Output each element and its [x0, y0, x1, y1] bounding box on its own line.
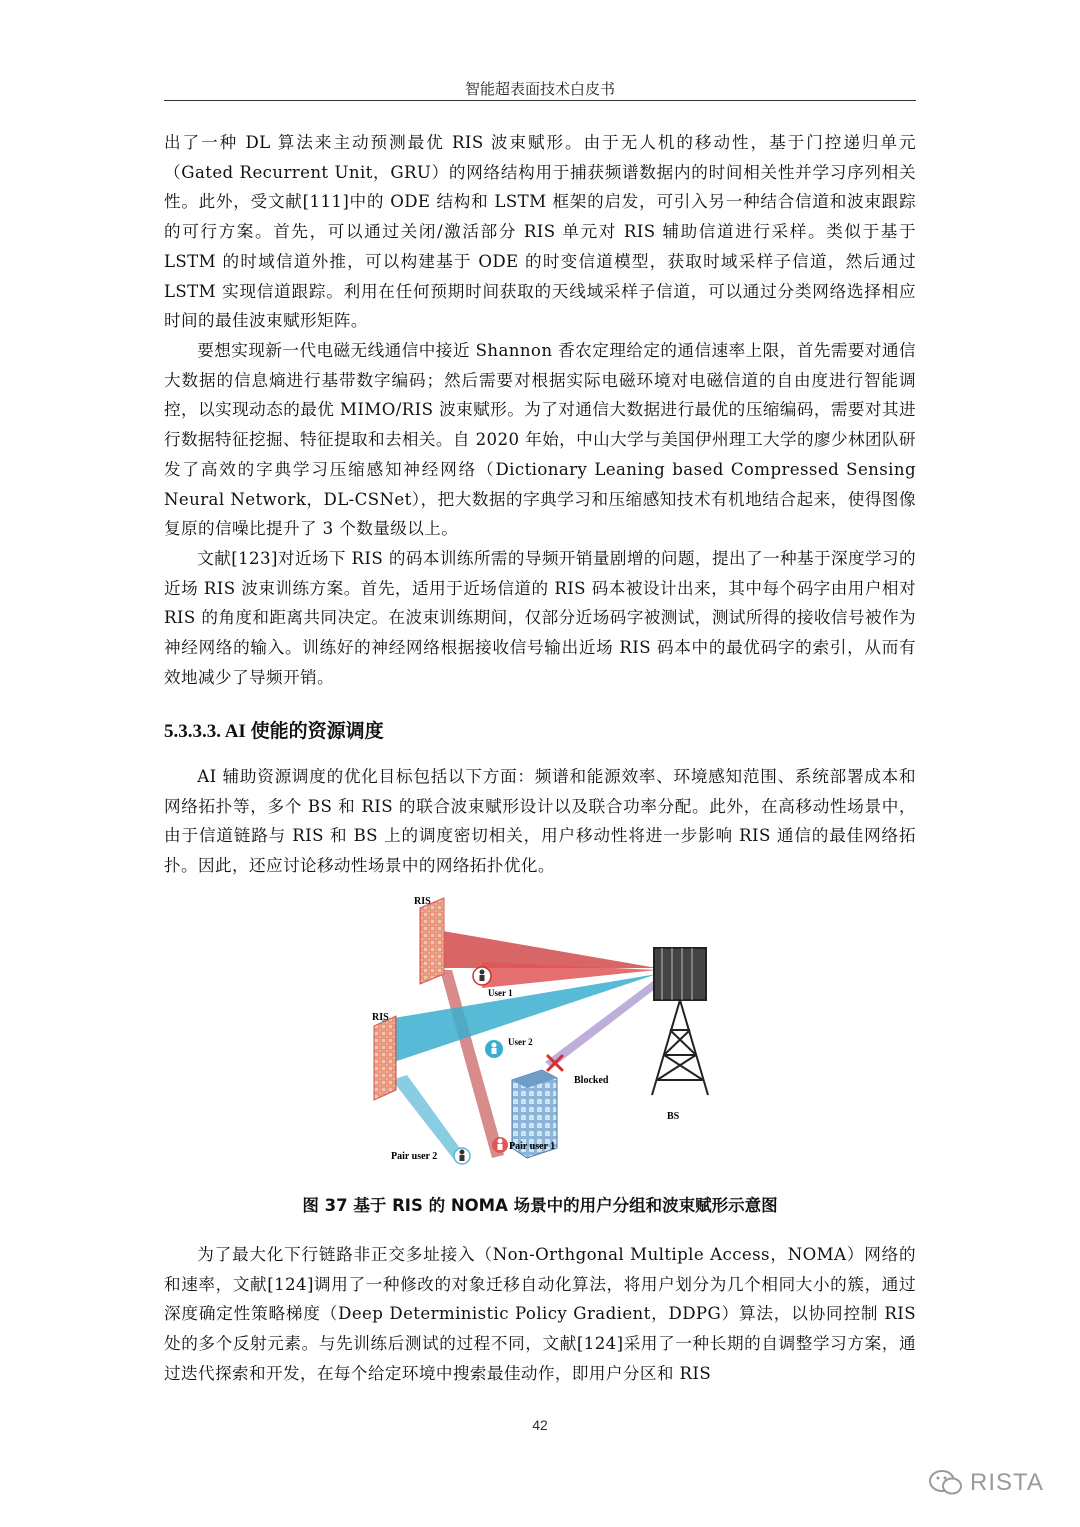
label-blocked: Blocked: [574, 1075, 609, 1086]
user2-icon: [485, 1040, 503, 1058]
watermark-text: RISTA: [970, 1469, 1044, 1496]
ris-left-panel: [374, 1016, 396, 1100]
beam-ris-left-to-pair-user2: [392, 1075, 467, 1162]
noma-figure: [352, 890, 732, 1170]
body-paragraph-1: 出了一种 DL 算法来主动预测最优 RIS 波束赋形。由于无人机的移动性，基于门控递归单元（Gated Recurrent Unit，GRU）的网络结构用于捕获频谱数据内的时间相关性并学习序列相关性。此外，受文献[111]中的 ODE 结构和 LSTM 框架的启发，可引入另一种结合信道和波束跟踪的可行方案。首先，可以通过关闭/激活部分 RIS 单元对 RIS 辅助信道进行采样。类似于基于 LSTM 的时域信道外推，可以构建基于 ODE 的时变信道模型，获取时域采样子信道，然后通过 LSTM 实现信道跟踪。利用在任何预期时间获取的天线域采样子信道，可以通过分类网络选择相应时间的最佳波束赋形矩阵。: [164, 133, 916, 331]
label-ris-top: RIS: [414, 896, 431, 907]
label-user1: User 1: [488, 988, 513, 998]
page-number: 42: [532, 1417, 548, 1433]
noma-diagram: [352, 890, 732, 1170]
final-paragraph: 为了最大化下行链路非正交多址接入（Non-Orthgonal Multiple Access，NOMA）网络的和速率，文献[124]调用了一种修改的对象迁移自动化算法，将用户划分为几个相同大小的簇，通过深度确定性策略梯度（Deep Deterministic Policy Gradient，DDPG）算法，以协同控制 RIS 处的多个反射元素。与先训练后测试的过程不同，文献[124]采用了一种长期的自调整学习方案，通过迭代探索和开发，在每个给定环境中搜索最佳动作，即用户分区和 RIS: [164, 1245, 916, 1383]
page-header-title: 智能超表面技术白皮书: [464, 80, 615, 98]
section-paragraph: AI 辅助资源调度的优化目标包括以下方面：频谱和能源效率、环境感知范围、系统部署成本和网络拓扑等，多个 BS 和 RIS 的联合波束赋形设计以及联合功率分配。此外，在高移动性场景中，由于信道链路与 RIS 和 BS 上的调度密切相关，用户移动性将进一步影响 RIS 通信的最佳网络拓扑。因此，还应讨论移动性场景中的网络拓扑优化。: [164, 767, 916, 876]
wechat-icon: [928, 1468, 964, 1498]
pair-user2-icon: [454, 1148, 470, 1164]
beam-ris-top-to-pair-user1: [440, 970, 504, 1158]
figure-caption: 图 37 基于 RIS 的 NOMA 场景中的用户分组和波束赋形示意图: [302, 1196, 778, 1215]
label-ris-left: RIS: [372, 1012, 389, 1023]
user1-icon: [473, 967, 491, 985]
ris-top-panel: [420, 898, 444, 984]
header-divider: [164, 100, 916, 101]
beam-bs-to-ris-left: [382, 974, 657, 1066]
bs-tower-icon: [652, 948, 708, 1095]
label-bs: BS: [667, 1111, 680, 1122]
label-user2: User 2: [508, 1037, 533, 1047]
pair-user1-icon: [492, 1137, 508, 1153]
body-paragraph-2: 要想实现新一代电磁无线通信中接近 Shannon 香农定理给定的通信速率上限，首先需要对通信大数据的信息熵进行基带数字编码；然后需要对根据实际电磁环境对电磁信道的自由度进行智能调控，以实现动态的最优 MIMO/RIS 波束赋形。为了对通信大数据进行最优的压缩编码，需要对其进行数据特征挖掘、特征提取和去相关。自 2020 年始，中山大学与美国伊州理工大学的廖少林团队研发了高效的字典学习压缩感知神经网络（Dictionary Leaning based Compressed Sensing Neural Network，DL-CSNet），把大数据的字典学习和压缩感知技术有机地结合起来，使得图像复原的信噪比提升了 3 个数量级以上。: [164, 341, 916, 539]
beam-ris-top-to-bs: [437, 930, 657, 968]
section-heading: 5.3.3.3. AI 使能的资源调度: [164, 721, 384, 742]
watermark: [928, 1465, 1058, 1501]
body-paragraph-3: 文献[123]对近场下 RIS 的码本训练所需的导频开销量剧增的问题，提出了一种基于深度学习的近场 RIS 波束训练方案。首先，适用于近场信道的 RIS 码本被设计出来，其中每个码字由用户相对 RIS 的角度和距离共同决定。在波束训练期间，仅部分近场码字被测试，测试所得的接收信号被作为神经网络的输入。训练好的神经网络根据接收信号输出近场 RIS 码本中的最优码字的索引，从而有效地减少了导频开销。: [164, 549, 916, 687]
label-pair-user1: Pair user 1: [509, 1141, 556, 1152]
label-pair-user2: Pair user 2: [391, 1151, 438, 1162]
